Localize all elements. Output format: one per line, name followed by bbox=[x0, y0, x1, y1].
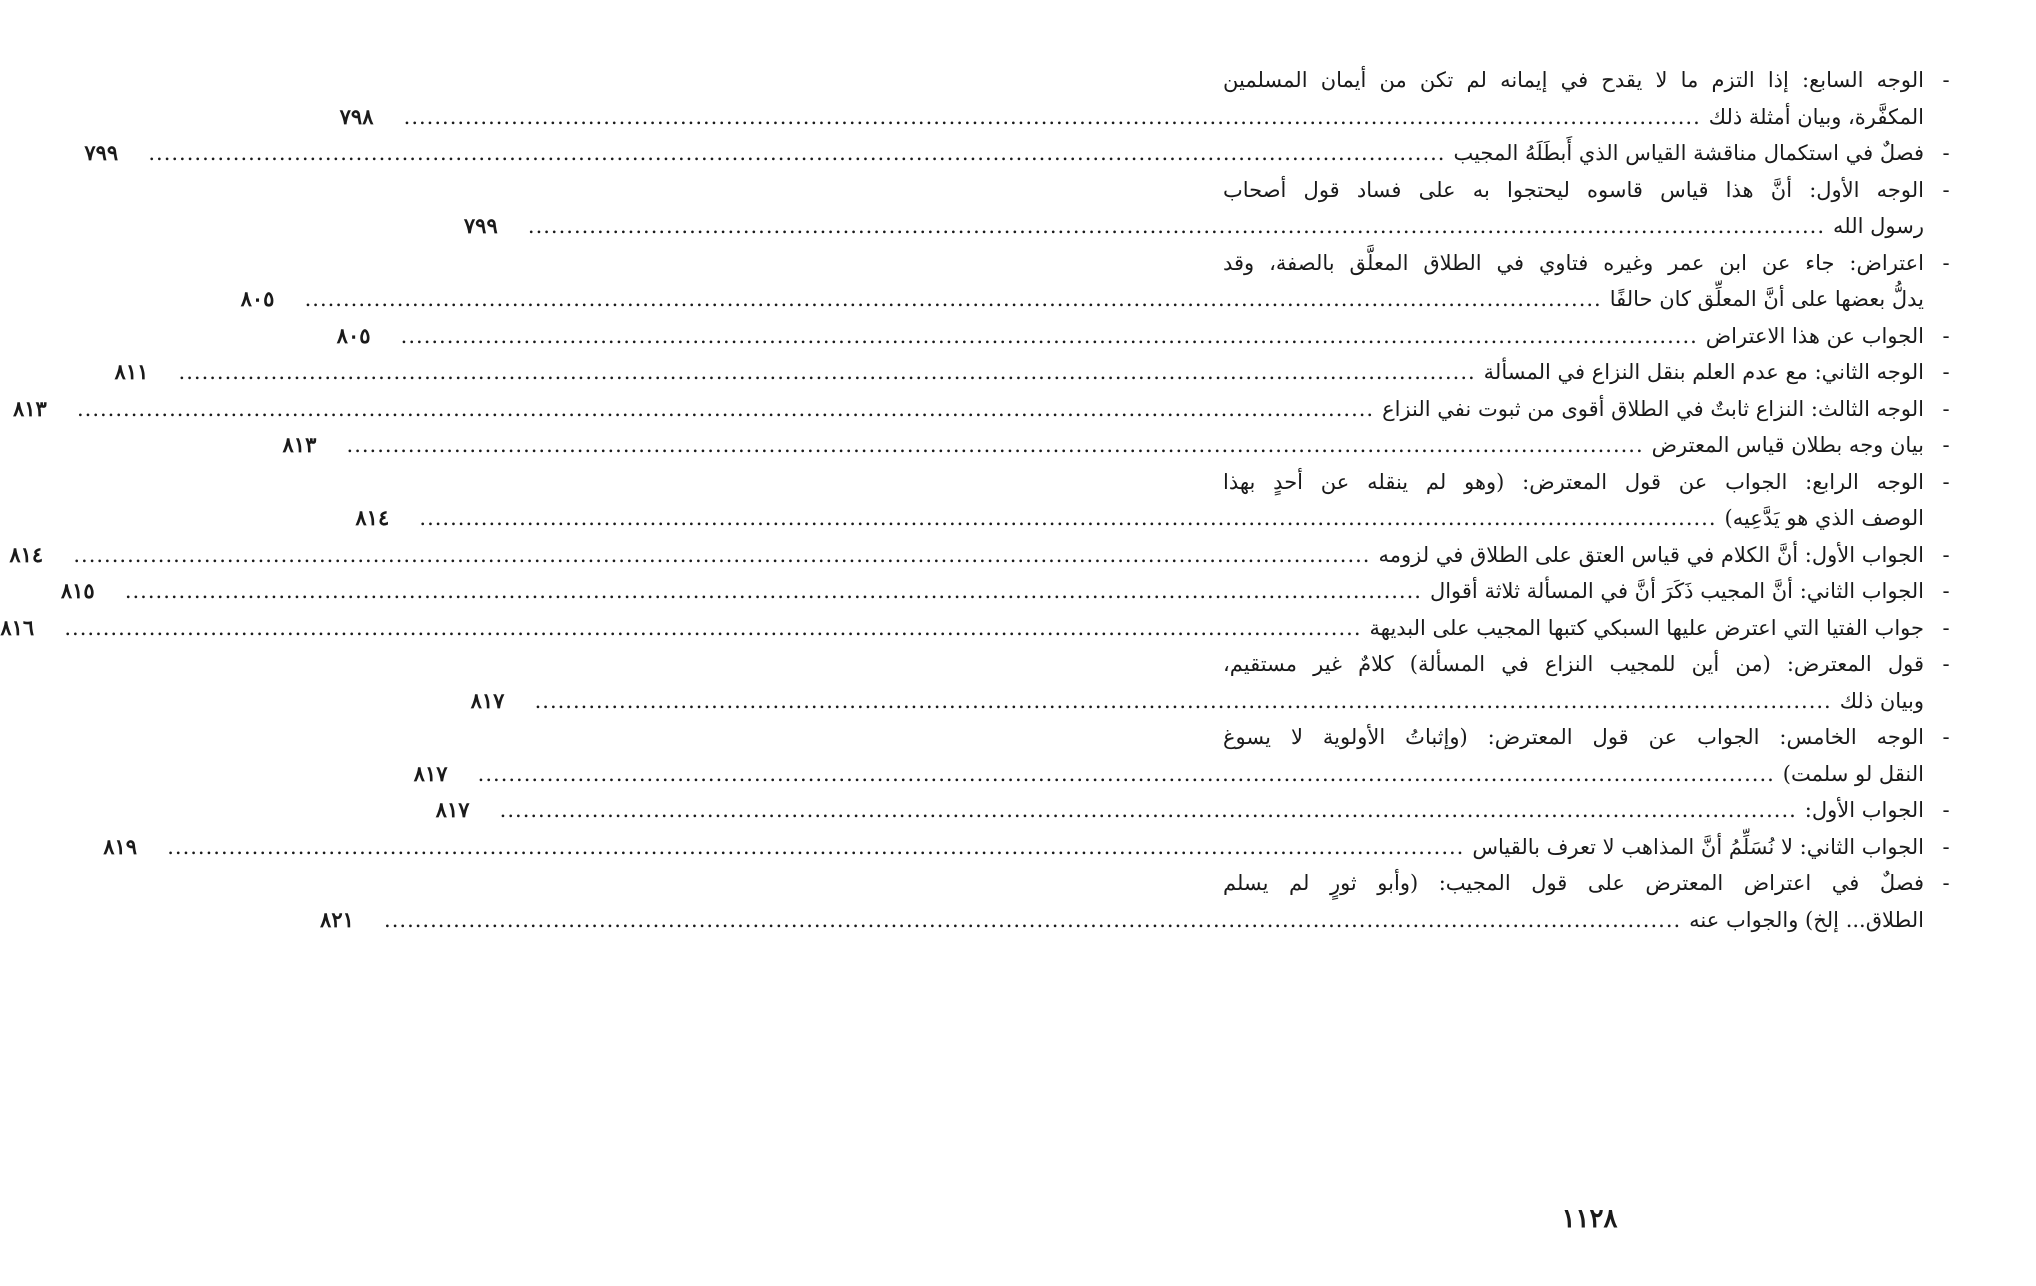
toc-entry-last-line bbox=[435, 792, 1924, 829]
toc-entry-page-number: ٨١٧ bbox=[470, 687, 505, 713]
toc-entry-title: جواب الفتيا التي اعترض عليها السبكي كتبها المجيب على البديهة bbox=[1369, 615, 1924, 640]
dot-leader bbox=[500, 792, 1797, 829]
toc-entry-page-number: ٨١٧ bbox=[413, 760, 448, 786]
bullet-dash: - bbox=[1942, 834, 1950, 859]
dot-leader bbox=[528, 208, 1825, 245]
toc-entry-last-line bbox=[12, 391, 1924, 428]
toc-entry-last-line bbox=[84, 135, 1924, 172]
toc-entry-title: رسول الله bbox=[1833, 214, 1924, 238]
toc-entry-title: النقل لو سلمت) bbox=[1782, 761, 1924, 786]
bullet-dash: - bbox=[1942, 141, 1950, 165]
toc-entry-title: يدلُّ بعضها على أنَّ المعلِّق كان حالفًا bbox=[1609, 287, 1924, 311]
toc-entry-last-line bbox=[114, 354, 1924, 391]
toc-entry-page-number: ٧٩٩ bbox=[84, 140, 119, 165]
toc-entry-last-line bbox=[9, 537, 1924, 574]
toc-entry-text-line: الوجه الرابع: الجواب عن قول المعترض: (وهو لم ينقله عن أحدٍ بهذا bbox=[1223, 469, 1924, 494]
toc-entry-title: الجواب الثاني: لا نُسَلِّمُ أنَّ المذاهب لا تعرف بالقياس bbox=[1472, 834, 1924, 859]
bullet-dash: - bbox=[1942, 360, 1950, 384]
toc-entry-page-number: ٨١٧ bbox=[435, 797, 470, 822]
toc-entry-page-number: ٨١٤ bbox=[355, 505, 390, 530]
toc-entry bbox=[463, 172, 1956, 245]
toc-entry-text-line: الوجه الأول: أنَّ هذا قياس قاسوه ليحتجوا به على فساد قول أصحاب bbox=[1223, 177, 1924, 202]
table-of-contents bbox=[0, 62, 1956, 1226]
toc-entry bbox=[336, 318, 1956, 355]
toc-entry-text-line: قول المعترض: (من أين للمجيب النزاع في المسألة) كلامٌ غير مستقيم، bbox=[1223, 652, 1924, 676]
toc-entry-title: الجواب الثاني: أنَّ المجيب ذَكَرَ أنَّ في المسألة ثلاثة أقوال bbox=[1429, 579, 1924, 603]
toc-entry-last-line bbox=[355, 500, 1924, 537]
toc-entry-last-line bbox=[463, 208, 1924, 245]
bullet-dash: - bbox=[1942, 250, 1950, 275]
bullet-dash: - bbox=[1942, 68, 1950, 92]
bullet-dash: - bbox=[1942, 798, 1950, 822]
bullet-dash: - bbox=[1942, 396, 1950, 421]
toc-entry-title: الطلاق... إلخ) والجواب عنه bbox=[1689, 907, 1924, 932]
toc-entry bbox=[84, 135, 1956, 172]
bullet-dash: - bbox=[1942, 469, 1950, 494]
toc-entry-last-line bbox=[339, 99, 1924, 136]
dot-leader bbox=[419, 500, 1716, 537]
toc-entry-page-number: ٨١٤ bbox=[9, 541, 44, 567]
toc-entry-page-number: ٨٠٥ bbox=[240, 286, 275, 311]
dot-leader bbox=[77, 391, 1374, 428]
toc-entry-page-number: ٨١١ bbox=[114, 359, 149, 384]
toc-entry-page-number: ٨٢١ bbox=[320, 906, 354, 932]
dot-leader bbox=[179, 354, 1476, 391]
dot-leader bbox=[167, 829, 1464, 866]
page-number: ١١٢٨ bbox=[1561, 1204, 1618, 1234]
dot-leader bbox=[73, 537, 1370, 574]
toc-entry-last-line bbox=[413, 756, 1924, 793]
toc-entry-title: الجواب الأول: bbox=[1804, 798, 1924, 822]
bullet-dash: - bbox=[1942, 725, 1950, 749]
toc-entry bbox=[282, 427, 1956, 464]
toc-entry-title: الوجه الثاني: مع عدم العلم بنقل النزاع في المسألة bbox=[1483, 360, 1924, 384]
bullet-dash: - bbox=[1942, 615, 1950, 640]
toc-entry-last-line bbox=[0, 610, 1924, 647]
bullet-dash: - bbox=[1942, 323, 1950, 348]
toc-entry-text-line: اعتراض: جاء عن ابن عمر وغيره فتاوي في الطلاق المعلَّق بالصفة، وقد bbox=[1223, 250, 1924, 275]
dot-leader bbox=[125, 573, 1422, 610]
toc-entry bbox=[103, 829, 1956, 866]
dot-leader bbox=[401, 318, 1698, 355]
dot-leader bbox=[347, 427, 1644, 464]
toc-entry-title: الوجه الثالث: النزاع ثابتٌ في الطلاق أقوى من ثبوت نفي النزاع bbox=[1382, 396, 1924, 421]
bullet-dash: - bbox=[1942, 652, 1950, 676]
toc-entry-title: الجواب الأول: أنَّ الكلام في قياس العتق على الطلاق في لزومه bbox=[1378, 542, 1924, 567]
toc-entry-last-line bbox=[282, 427, 1924, 464]
dot-leader bbox=[404, 99, 1701, 136]
bullet-dash: - bbox=[1942, 177, 1950, 202]
toc-entry-page-number: ٧٩٩ bbox=[463, 213, 498, 238]
toc-entry-title: بيان وجه بطلان قياس المعترض bbox=[1651, 433, 1924, 457]
toc-entry-text-line: فصلٌ في اعتراض المعترض على قول المجيب: (وأبو ثورٍ لم يسلم bbox=[1223, 871, 1924, 895]
toc-entry-text-line: الوجه السابع: إذا التزم ما لا يقدح في إيمانه لم تكن من أيمان المسلمين bbox=[1223, 68, 1924, 92]
toc-entry-last-line bbox=[103, 829, 1924, 866]
bullet-dash: - bbox=[1942, 542, 1950, 567]
toc-entry-last-line bbox=[60, 573, 1924, 610]
toc-entry bbox=[12, 391, 1956, 428]
toc-entry-title: الجواب عن هذا الاعتراض bbox=[1705, 323, 1924, 348]
toc-entry-last-line bbox=[470, 683, 1924, 720]
toc-entry-page-number: ٨١٣ bbox=[12, 395, 47, 421]
toc-entry-text-line: الوجه الخامس: الجواب عن قول المعترض: (وإثباتُ الأولوية لا يسوغ bbox=[1223, 725, 1924, 749]
toc-entry bbox=[413, 719, 1956, 792]
toc-entry-page-number: ٧٩٨ bbox=[339, 103, 374, 129]
toc-entry-title: وبيان ذلك bbox=[1839, 688, 1924, 713]
toc-entry-title: الوصف الذي هو يَدَّعِيه) bbox=[1724, 506, 1924, 530]
bullet-dash: - bbox=[1942, 871, 1950, 895]
toc-entry bbox=[339, 62, 1956, 135]
toc-entry-page-number: ٨١٦ bbox=[0, 614, 35, 640]
toc-entry bbox=[470, 646, 1956, 719]
toc-entry-page-number: ٨١٥ bbox=[60, 578, 95, 603]
toc-entry bbox=[60, 573, 1956, 610]
toc-entry bbox=[9, 537, 1956, 574]
toc-entry bbox=[320, 865, 1956, 938]
toc-entry-page-number: ٨١٩ bbox=[103, 833, 138, 859]
toc-entry bbox=[0, 610, 1956, 647]
dot-leader bbox=[305, 281, 1602, 318]
toc-entry-last-line bbox=[240, 281, 1924, 318]
dot-leader bbox=[478, 756, 1775, 793]
toc-entry-last-line bbox=[320, 902, 1924, 939]
dot-leader bbox=[148, 135, 1445, 172]
toc-entry-page-number: ٨١٣ bbox=[282, 432, 317, 457]
toc-entry bbox=[355, 464, 1956, 537]
dot-leader bbox=[535, 683, 1832, 720]
toc-entry bbox=[435, 792, 1956, 829]
toc-entry-title: المكفَّرة، وبيان أمثلة ذلك bbox=[1708, 104, 1924, 129]
toc-entry-title: فصلٌ في استكمال مناقشة القياس الذي أَبطَلَهُ المجيب bbox=[1453, 141, 1924, 165]
dot-leader bbox=[64, 610, 1361, 647]
toc-entry bbox=[114, 354, 1956, 391]
toc-entry-last-line bbox=[336, 318, 1924, 355]
dot-leader bbox=[384, 902, 1681, 939]
bullet-dash: - bbox=[1942, 433, 1950, 457]
bullet-dash: - bbox=[1942, 579, 1950, 603]
toc-entry-page-number: ٨٠٥ bbox=[336, 322, 371, 348]
toc-entry bbox=[240, 245, 1956, 318]
